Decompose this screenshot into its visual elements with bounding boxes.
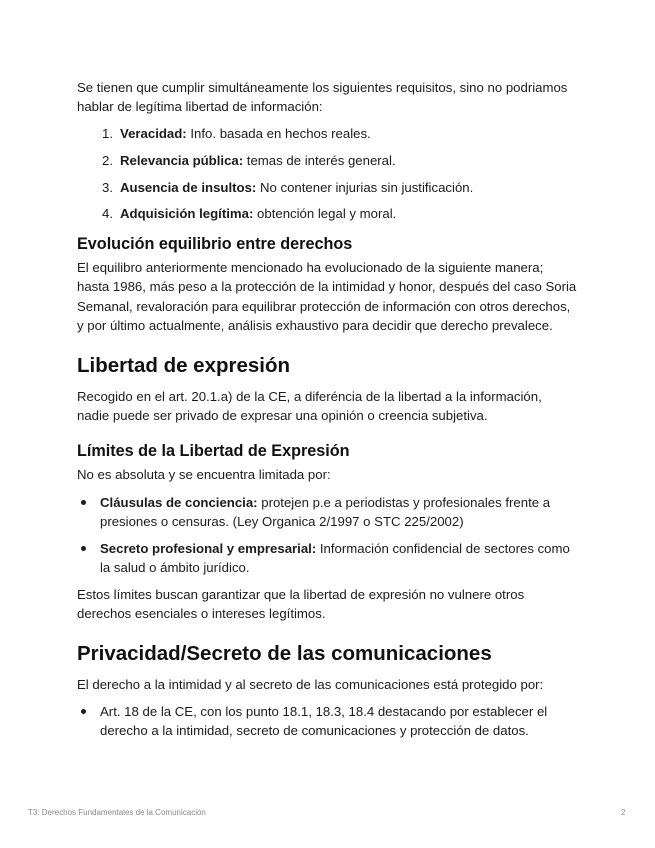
list-text: protejen p.e a periodistas y profesionales frente a presiones o censuras. (Ley Organica 2/1997 o STC 225/2002) bbox=[100, 494, 551, 529]
bullet-icon bbox=[81, 546, 86, 551]
page-number: 2 bbox=[621, 808, 626, 817]
limites-list bbox=[77, 493, 577, 577]
privacidad-intro: El derecho a la intimidad y al secreto de las comunicaciones está protegido por: bbox=[77, 677, 544, 693]
limites-intro: No es absoluta y se encuentra limitada por: bbox=[77, 467, 331, 483]
heading-limites: Límites de la Libertad de Expresión bbox=[77, 442, 350, 461]
list-text: obtención legal y moral. bbox=[253, 206, 397, 222]
list-item bbox=[77, 702, 577, 740]
list-number: 3. bbox=[102, 179, 113, 195]
requisitos-list bbox=[77, 124, 577, 223]
list-item bbox=[77, 151, 577, 170]
list-term: Ausencia de insultos: bbox=[120, 179, 257, 195]
expresion-paragraph: Recogido en el art. 20.1.a) de la CE, a diferéncia de la libertad a la información, nadie puede ser privado de expresar una opinión o creencia subjetiva. bbox=[77, 389, 542, 424]
heading-privacidad: Privacidad/Secreto de las comunicaciones bbox=[77, 642, 492, 666]
limites-conclusion: Estos límites buscan garantizar que la libertad de expresión no vulnere otros derechos esenciales o intereses legítimos. bbox=[77, 586, 525, 621]
list-number: 2. bbox=[102, 153, 113, 168]
list-term: Veracidad: bbox=[120, 126, 187, 142]
list-text: temas de interés general. bbox=[243, 153, 396, 168]
list-term: Adquisición legítima: bbox=[120, 206, 254, 222]
list-number: 1. bbox=[102, 126, 113, 142]
list-text: Art. 18 de la CE, con los punto 18.1, 18.3, 18.4 destacando por establecer el derecho a la intimidad, secreto de comunicaciones y protección de datos. bbox=[100, 704, 548, 739]
document-page bbox=[77, 78, 577, 748]
list-text: No contener injurias sin justificación. bbox=[256, 179, 474, 195]
heading-libertad-expresion: Libertad de expresión bbox=[77, 354, 291, 377]
list-number: 4. bbox=[102, 206, 113, 222]
list-term: Relevancia pública: bbox=[120, 153, 244, 168]
list-text: Información confidencial de sectores como la salud o ámbito jurídico. bbox=[100, 540, 570, 575]
intro-paragraph: Se tienen que cumplir simultáneamente los siguientes requisitos, sino no podriamos hablar de legítima libertad de información: bbox=[77, 80, 568, 115]
list-text: Info. basada en hechos reales. bbox=[186, 126, 371, 142]
evolucion-paragraph: El equilibro anteriormente mencionado ha evolucionado de la siguiente manera; hasta 1986, más peso a la protección de la intimidad y honor, después del caso Soria Semanal, revaloración para equilibrar protección de información con otros derechos, y por último actualmente, análisis exhaustivo para decidir que derecho prevalece. bbox=[77, 260, 577, 333]
footer-title: T3: Derechos Fundamentales de la Comunicación bbox=[28, 808, 206, 817]
heading-evolucion: Evolución equilibrio entre derechos bbox=[77, 235, 353, 254]
list-term: Secreto profesional y empresarial: bbox=[100, 540, 317, 556]
bullet-icon bbox=[81, 500, 86, 505]
privacidad-list bbox=[77, 702, 577, 740]
list-item bbox=[77, 178, 577, 197]
list-item bbox=[77, 124, 577, 143]
bullet-icon bbox=[81, 709, 86, 714]
list-term: Cláusulas de conciencia: bbox=[100, 494, 258, 510]
list-item bbox=[77, 493, 577, 531]
list-item bbox=[77, 539, 577, 577]
list-item bbox=[77, 204, 577, 223]
